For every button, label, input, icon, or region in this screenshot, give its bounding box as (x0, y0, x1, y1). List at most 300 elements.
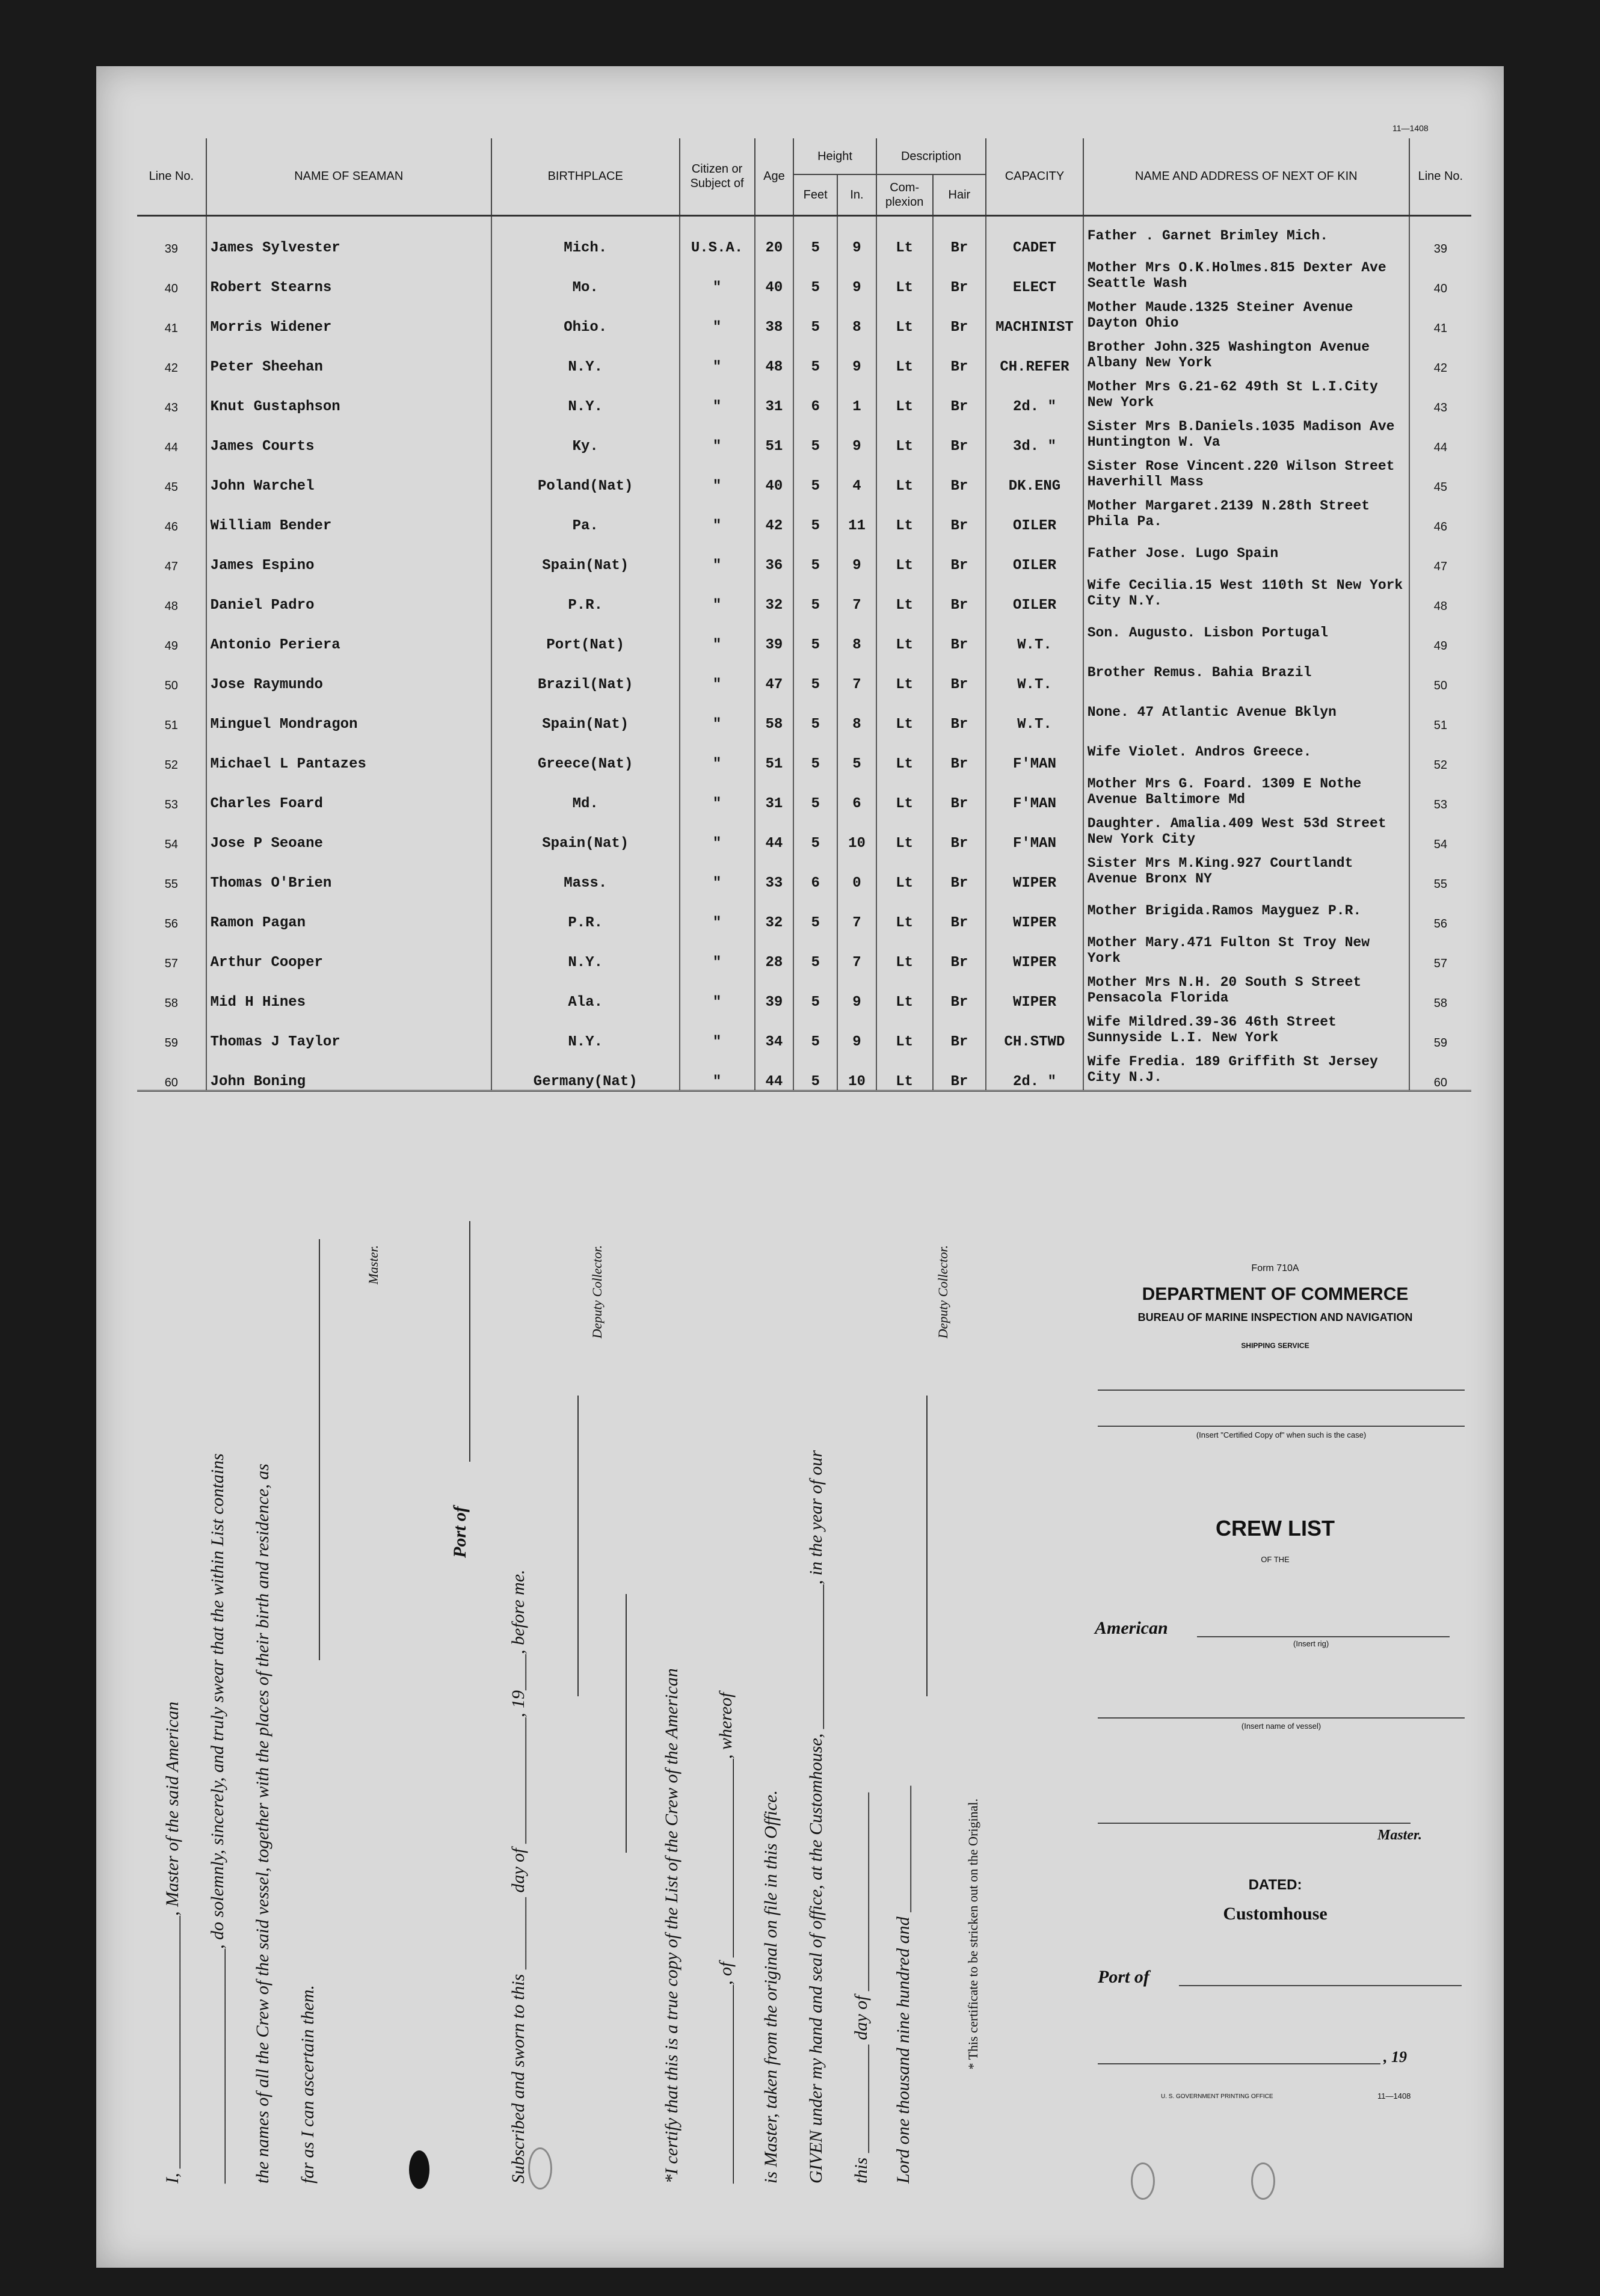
cell-name: Mid H Hines (206, 971, 491, 1011)
port-of-label: Port of (1098, 1967, 1149, 1987)
cell-complexion: Lt (876, 614, 933, 653)
master-label: Master. (1377, 1827, 1423, 1843)
cell-birthplace: N.Y. (491, 1011, 680, 1050)
cell-age: 31 (755, 375, 794, 415)
cell-complexion: Lt (876, 812, 933, 852)
cell-kin: Mother Mrs G.21-62 49th St L.I.City New York (1083, 375, 1409, 415)
cell-capacity: W.T. (986, 614, 1083, 653)
header-capacity: CAPACITY (986, 138, 1083, 215)
cert-lord: Lord one thousand nine hundred and ______________ (893, 1785, 913, 2184)
cert-footnote: * This certificate to be stricken out on the Original. (965, 1799, 980, 2070)
cell-complexion: Lt (876, 215, 933, 256)
cell-line-right: 45 (1433, 480, 1447, 494)
cell-age: 42 (755, 494, 794, 534)
cell-complexion: Lt (876, 296, 933, 336)
cell-citizen: " (680, 336, 755, 375)
cell-capacity: 2d. " (986, 1050, 1083, 1091)
cell-complexion: Lt (876, 1011, 933, 1050)
cell-capacity: CH.REFER (986, 336, 1083, 375)
cell-kin: Mother Brigida.Ramos Mayguez P.R. (1083, 891, 1409, 931)
cell-citizen: " (680, 296, 755, 336)
cell-capacity: 3d. " (986, 415, 1083, 455)
cell-kin: Mother Mrs N.H. 20 South S Street Pensacola Florida (1083, 971, 1409, 1011)
table-row (137, 1011, 1471, 1050)
header-line-no: Line No. (137, 138, 206, 215)
cell-feet: 5 (793, 494, 837, 534)
cell-complexion: Lt (876, 931, 933, 971)
cert-master-label: Master. (366, 1245, 381, 1285)
cell-capacity: W.T. (986, 693, 1083, 733)
cell-birthplace: Spain(Nat) (491, 693, 680, 733)
cell-line: 43 (137, 375, 206, 415)
certified-note: (Insert "Certified Copy of" when such is the case) (1196, 1430, 1367, 1439)
cell-age: 51 (755, 733, 794, 772)
cell-age: 40 (755, 455, 794, 494)
cell-birthplace: Germany(Nat) (491, 1050, 680, 1091)
header-citizen: Citizen or Subject of (680, 138, 755, 215)
header-line-no-right: Line No. (1409, 138, 1471, 215)
cert-line-3: the names of all the Crew of the said vessel, together with the places of their birth and residence, as (253, 1463, 272, 2184)
cell-birthplace: N.Y. (491, 375, 680, 415)
cell-age: 44 (755, 1050, 794, 1091)
cell-kin: Wife Fredia. 189 Griffith St Jersey City N.J. (1083, 1050, 1409, 1091)
cell-line: 44 (137, 415, 206, 455)
cell-birthplace: P.R. (491, 574, 680, 614)
cell-name: Minguel Mondragon (206, 693, 491, 733)
table-row (137, 971, 1471, 1011)
cell-citizen: " (680, 733, 755, 772)
cell-line-right: 42 (1433, 361, 1447, 375)
rig-line (1197, 1636, 1450, 1637)
cell-complexion: Lt (876, 693, 933, 733)
cell-feet: 5 (793, 653, 837, 693)
cell-line: 42 (137, 336, 206, 375)
cell-inches: 10 (837, 812, 876, 852)
cell-kin: Brother Remus. Bahia Brazil (1083, 653, 1409, 693)
cell-feet: 5 (793, 931, 837, 971)
cell-capacity: CADET (986, 215, 1083, 256)
cell-feet: 5 (793, 415, 837, 455)
cert-given: GIVEN under my hand and seal of office, at the Customhouse, ________________, in the year of our (806, 1450, 826, 2184)
cell-citizen: " (680, 812, 755, 852)
cell-capacity: F'MAN (986, 812, 1083, 852)
cell-hair: Br (933, 891, 986, 931)
cell-complexion: Lt (876, 256, 933, 296)
master-signature-line (319, 1239, 320, 1660)
cell-name: Jose P Seoane (206, 812, 491, 852)
table-row (137, 653, 1471, 693)
extra-line (626, 1594, 627, 1853)
table-row (137, 891, 1471, 931)
binding-hole-right-2 (1251, 2162, 1275, 2200)
cell-kin: Son. Augusto. Lisbon Portugal (1083, 614, 1409, 653)
cell-birthplace: Mich. (491, 215, 680, 256)
cell-birthplace: Mo. (491, 256, 680, 296)
cell-citizen: " (680, 772, 755, 812)
cell-line: 49 (137, 614, 206, 653)
cell-feet: 5 (793, 614, 837, 653)
cell-age: 39 (755, 614, 794, 653)
cell-capacity: OILER (986, 494, 1083, 534)
cell-hair: Br (933, 494, 986, 534)
cell-complexion: Lt (876, 375, 933, 415)
cell-line: 48 (137, 574, 206, 614)
cell-inches: 0 (837, 852, 876, 891)
cell-citizen: " (680, 971, 755, 1011)
cell-hair: Br (933, 733, 986, 772)
cell-kin: Mother Mrs G. Foard. 1309 E Nothe Avenue Baltimore Md (1083, 772, 1409, 812)
table-row (137, 336, 1471, 375)
cell-hair: Br (933, 812, 986, 852)
cell-capacity: MACHINIST (986, 296, 1083, 336)
cell-inches: 5 (837, 733, 876, 772)
cell-age: 51 (755, 415, 794, 455)
line-1 (1098, 1390, 1465, 1391)
cell-age: 32 (755, 891, 794, 931)
cell-complexion: Lt (876, 653, 933, 693)
cert-line-2: __________________________, do solemnly, sincerely, and truly swear that the within List contains (208, 1453, 227, 2184)
cell-age: 38 (755, 296, 794, 336)
cell-inches: 9 (837, 534, 876, 574)
cell-feet: 5 (793, 733, 837, 772)
insert-rig: (Insert rig) (1293, 1639, 1329, 1648)
cell-age: 34 (755, 1011, 794, 1050)
cell-age: 31 (755, 772, 794, 812)
cell-age: 44 (755, 812, 794, 852)
cell-birthplace: P.R. (491, 891, 680, 931)
date-line (1098, 2063, 1380, 2064)
cell-name: Knut Gustaphson (206, 375, 491, 415)
cell-capacity: WIPER (986, 891, 1083, 931)
cell-line: 47 (137, 534, 206, 574)
vessel-line (1098, 1717, 1465, 1719)
cell-hair: Br (933, 931, 986, 971)
cell-complexion: Lt (876, 971, 933, 1011)
cell-complexion: Lt (876, 891, 933, 931)
header-complexion: Com-plexion (876, 174, 933, 215)
cell-age: 32 (755, 574, 794, 614)
bottom-form-number: 11—1408 (1377, 2091, 1411, 2101)
cell-age: 48 (755, 336, 794, 375)
cell-inches: 9 (837, 336, 876, 375)
cell-feet: 5 (793, 256, 837, 296)
cell-inches: 7 (837, 653, 876, 693)
cell-line-right: 50 (1433, 679, 1447, 692)
cell-birthplace: Poland(Nat) (491, 455, 680, 494)
cell-line-right: 48 (1433, 599, 1447, 613)
cell-hair: Br (933, 653, 986, 693)
cell-inches: 7 (837, 931, 876, 971)
cell-hair: Br (933, 296, 986, 336)
cert-certify-1: *I certify that this is a true copy of the List of the Crew of the American (662, 1668, 682, 2184)
cell-name: James Courts (206, 415, 491, 455)
cell-kin: None. 47 Atlantic Avenue Bklyn (1083, 693, 1409, 733)
cell-age: 36 (755, 534, 794, 574)
cell-hair: Br (933, 336, 986, 375)
cell-citizen: " (680, 574, 755, 614)
cell-line-right: 57 (1433, 956, 1447, 970)
table-row (137, 733, 1471, 772)
cell-citizen: " (680, 852, 755, 891)
cell-age: 39 (755, 971, 794, 1011)
cell-inches: 9 (837, 1011, 876, 1050)
cell-feet: 5 (793, 336, 837, 375)
binding-hole-right-1 (1131, 2162, 1155, 2200)
cell-line-right: 58 (1433, 996, 1447, 1010)
cell-age: 28 (755, 931, 794, 971)
cell-line-right: 53 (1433, 798, 1447, 811)
cell-kin: Daughter. Amalia.409 West 53d Street New York City (1083, 812, 1409, 852)
cell-hair: Br (933, 375, 986, 415)
cell-feet: 5 (793, 812, 837, 852)
table-row (137, 1050, 1471, 1091)
dated-label: DATED: (1248, 1877, 1302, 1893)
cell-name: Michael L Pantazes (206, 733, 491, 772)
cell-line-right: 60 (1409, 1050, 1471, 1091)
cell-complexion: Lt (876, 494, 933, 534)
cell-inches: 11 (837, 494, 876, 534)
cell-capacity: F'MAN (986, 733, 1083, 772)
cell-line-right: 46 (1433, 520, 1447, 534)
cell-complexion: Lt (876, 534, 933, 574)
cert-line-4: far as I can ascertain them. (298, 1985, 318, 2184)
cell-hair: Br (933, 614, 986, 653)
cell-line: 40 (137, 256, 206, 296)
cell-kin: Wife Cecilia.15 West 110th St New York City N.Y. (1083, 574, 1409, 614)
table-row (137, 693, 1471, 733)
cell-inches: 9 (837, 971, 876, 1011)
table-row (137, 375, 1471, 415)
cell-line-right: 41 (1433, 321, 1447, 335)
table-row (137, 494, 1471, 534)
cell-line: 50 (137, 653, 206, 693)
cert-certify-3: is Master, taken from the original on file in this Office. (761, 1790, 781, 2184)
cell-capacity: F'MAN (986, 772, 1083, 812)
cell-inches: 1 (837, 375, 876, 415)
cell-name: James Sylvester (206, 215, 491, 256)
cell-citizen: " (680, 375, 755, 415)
cell-capacity: WIPER (986, 931, 1083, 971)
cell-inches: 9 (837, 415, 876, 455)
cert-deputy-collector-2: Deputy Collector. (935, 1245, 950, 1339)
cell-line-right: 49 (1433, 639, 1447, 653)
deputy-signature-line-1 (577, 1396, 579, 1696)
cell-line-right: 59 (1433, 1036, 1447, 1050)
cell-citizen: " (680, 534, 755, 574)
cell-capacity: OILER (986, 534, 1083, 574)
header-name: NAME OF SEAMAN (206, 138, 491, 215)
cell-kin: Wife Mildred.39-36 46th Street Sunnyside L.I. New York (1083, 1011, 1409, 1050)
cell-citizen: " (680, 891, 755, 931)
cell-name: William Bender (206, 494, 491, 534)
binding-hole-left (409, 2150, 429, 2189)
cell-feet: 5 (793, 215, 837, 256)
table-row (137, 415, 1471, 455)
cell-inches: 6 (837, 772, 876, 812)
cell-line-right: 55 (1433, 877, 1447, 891)
shipping-service: SHIPPING SERVICE (1241, 1341, 1309, 1350)
cell-feet: 5 (793, 534, 837, 574)
crew-table (137, 138, 1471, 1092)
cell-capacity: 2d. " (986, 375, 1083, 415)
cell-citizen: " (680, 256, 755, 296)
of-the: OF THE (1261, 1555, 1290, 1564)
cell-hair: Br (933, 971, 986, 1011)
cell-name: Morris Widener (206, 296, 491, 336)
cell-line-right: 43 (1433, 401, 1447, 414)
cell-line: 59 (137, 1011, 206, 1050)
master-line (1098, 1823, 1411, 1824)
cell-birthplace: Port(Nat) (491, 614, 680, 653)
cell-citizen: " (680, 415, 755, 455)
port-line (1179, 1985, 1462, 1986)
cell-citizen: " (680, 614, 755, 653)
cell-name: Peter Sheehan (206, 336, 491, 375)
cell-line-right: 40 (1433, 282, 1447, 295)
cell-line: 54 (137, 812, 206, 852)
cell-inches: 7 (837, 891, 876, 931)
cell-line-right: 52 (1433, 758, 1447, 772)
cell-capacity: WIPER (986, 852, 1083, 891)
cell-birthplace: Ky. (491, 415, 680, 455)
cell-line: 46 (137, 494, 206, 534)
cell-hair: Br (933, 574, 986, 614)
cell-complexion: Lt (876, 415, 933, 455)
gpo-label: U. S. GOVERNMENT PRINTING OFFICE (1161, 2093, 1273, 2100)
cell-name: Thomas O'Brien (206, 852, 491, 891)
cell-line-right: 56 (1433, 917, 1447, 931)
crew-list-title: CREW LIST (1216, 1516, 1335, 1540)
cell-age: 58 (755, 693, 794, 733)
cell-line: 51 (137, 693, 206, 733)
cell-capacity: ELECT (986, 256, 1083, 296)
form-label: Form 710A (1251, 1263, 1299, 1273)
header-birthplace: BIRTHPLACE (491, 138, 680, 215)
cell-kin: Father . Garnet Brimley Mich. (1083, 215, 1409, 256)
cell-hair: Br (933, 1050, 986, 1091)
cell-name: Arthur Cooper (206, 931, 491, 971)
table-row (137, 772, 1471, 812)
cell-inches: 7 (837, 574, 876, 614)
cell-complexion: Lt (876, 1050, 933, 1091)
cell-hair: Br (933, 693, 986, 733)
table-row (137, 931, 1471, 971)
cell-kin: Mother Maude.1325 Steiner Avenue Dayton Ohio (1083, 296, 1409, 336)
cell-age: 47 (755, 653, 794, 693)
table-row (137, 812, 1471, 852)
cell-citizen: " (680, 693, 755, 733)
cell-feet: 6 (793, 852, 837, 891)
cell-feet: 6 (793, 375, 837, 415)
cert-port-of: Port of (450, 1506, 470, 1558)
cell-name: Antonio Periera (206, 614, 491, 653)
cell-feet: 5 (793, 693, 837, 733)
cell-complexion: Lt (876, 852, 933, 891)
cell-line: 39 (137, 215, 206, 256)
cell-birthplace: N.Y. (491, 336, 680, 375)
cell-hair: Br (933, 1011, 986, 1050)
cell-name: Jose Raymundo (206, 653, 491, 693)
cell-kin: Sister Rose Vincent.220 Wilson Street Haverhill Mass (1083, 455, 1409, 494)
cell-birthplace: Greece(Nat) (491, 733, 680, 772)
cell-citizen: " (680, 1011, 755, 1050)
cell-citizen: " (680, 653, 755, 693)
cell-line-right: 54 (1433, 837, 1447, 851)
cell-feet: 5 (793, 296, 837, 336)
header-hair: Hair (933, 174, 986, 215)
cell-line: 57 (137, 931, 206, 971)
cell-capacity: CH.STWD (986, 1011, 1083, 1050)
cell-complexion: Lt (876, 772, 933, 812)
cell-complexion: Lt (876, 336, 933, 375)
deputy-signature-line-2 (926, 1396, 928, 1696)
cell-hair: Br (933, 534, 986, 574)
cell-name: Daniel Padro (206, 574, 491, 614)
cert-deputy-collector-1: Deputy Collector. (589, 1245, 605, 1339)
cell-complexion: Lt (876, 733, 933, 772)
table-row (137, 852, 1471, 891)
cell-line-right: 51 (1433, 718, 1447, 732)
cell-feet: 5 (793, 772, 837, 812)
cell-feet: 5 (793, 455, 837, 494)
cell-birthplace: Brazil(Nat) (491, 653, 680, 693)
cell-birthplace: Spain(Nat) (491, 534, 680, 574)
table-row (137, 614, 1471, 653)
cell-feet: 5 (793, 1050, 837, 1091)
cell-name: Ramon Pagan (206, 891, 491, 931)
cell-name: John Boning (206, 1050, 491, 1091)
header-age: Age (755, 138, 794, 215)
table-row (137, 215, 1471, 256)
cell-capacity: WIPER (986, 971, 1083, 1011)
cell-kin: Sister Mrs B.Daniels.1035 Madison Ave Huntington W. Va (1083, 415, 1409, 455)
cell-hair: Br (933, 215, 986, 256)
table-row (137, 534, 1471, 574)
cell-age: 40 (755, 256, 794, 296)
line-2 (1098, 1426, 1465, 1427)
cert-this-day: this ____________ day of ______________________ (851, 1793, 871, 2184)
american-label: American (1095, 1618, 1168, 1638)
cell-citizen: " (680, 1050, 755, 1091)
cell-name: Thomas J Taylor (206, 1011, 491, 1050)
cell-hair: Br (933, 852, 986, 891)
cell-hair: Br (933, 415, 986, 455)
cell-capacity: W.T. (986, 653, 1083, 693)
cell-kin: Sister Mrs M.King.927 Courtlandt Avenue Bronx NY (1083, 852, 1409, 891)
cert-certify-2: ______________________, of ______________________, whereof (716, 1692, 736, 2184)
insert-vessel: (Insert name of vessel) (1241, 1722, 1322, 1731)
header-inches: In. (837, 174, 876, 215)
cell-feet: 5 (793, 891, 837, 931)
cert-subscribed: Subscribed and sworn to this ________ day of ______________, 19____, before me. (508, 1569, 528, 2184)
cell-inches: 8 (837, 693, 876, 733)
dept-title: DEPARTMENT OF COMMERCE (1142, 1284, 1409, 1304)
header-feet: Feet (793, 174, 837, 215)
cell-line: 53 (137, 772, 206, 812)
cell-feet: 5 (793, 971, 837, 1011)
table-row (137, 296, 1471, 336)
cell-age: 33 (755, 852, 794, 891)
cell-line-right: 47 (1433, 559, 1447, 573)
cell-kin: Mother Mary.471 Fulton St Troy New York (1083, 931, 1409, 971)
cell-capacity: OILER (986, 574, 1083, 614)
cell-birthplace: Md. (491, 772, 680, 812)
cell-birthplace: Spain(Nat) (491, 812, 680, 852)
cell-kin: Brother John.325 Washington Avenue Albany New York (1083, 336, 1409, 375)
cell-citizen: " (680, 931, 755, 971)
cell-birthplace: Ohio. (491, 296, 680, 336)
cert-line-1: I, ____________________________, Master of the said American (162, 1701, 182, 2184)
